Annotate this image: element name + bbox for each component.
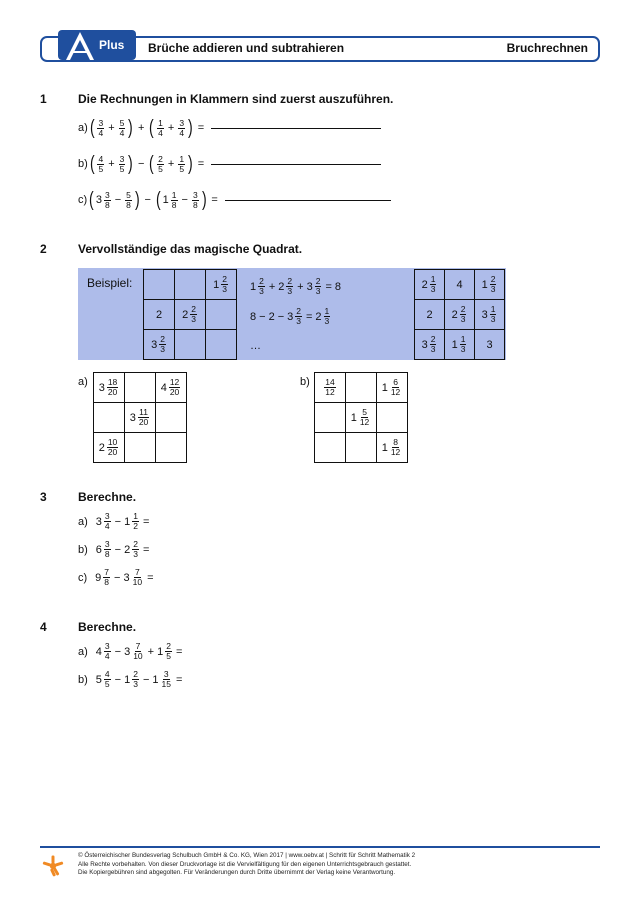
plus-logo-icon [58, 26, 136, 66]
task-2-title: Vervollständige das magische Quadrat. [78, 242, 303, 256]
example-square-complete: 2 1 3 4 1 2 3 2 2 2 3 3 1 3 3 2 3 1 1 3 3 [414, 269, 505, 360]
footer-line-3: Die Kopiergebühren sind abgegolten. Für Veränderungen durch Dritte übernimmt der Verlag keine Verantwortung. [78, 869, 396, 877]
task-4-title: Berechne. [78, 620, 137, 634]
task-3c: c) 9 7 8 − 3 7 10 = [78, 567, 154, 587]
example-label: Beispiel: [87, 276, 133, 290]
footer-line-1: © Österreichischer Bundesverlag Schulbuch GmbH & Co. KG, Wien 2017 | www.oebv.at | Schritt für Schritt Mathematik 2 [78, 852, 416, 859]
empty-cell[interactable] [125, 433, 156, 463]
answer-line[interactable] [225, 199, 391, 201]
worksheet-title: Brüche addieren und subtrahieren [148, 41, 345, 55]
empty-cell[interactable] [377, 403, 408, 433]
task-1b: b) ( 4 5 + $\frac{3}{5}$ ) − ( 2 5 + $\frac{1}{5}$ ) = [78, 154, 381, 174]
empty-cell[interactable] [156, 403, 187, 433]
example-calc-2: 8 − 2 − 3 2 3 = 2 1 3 [250, 306, 330, 326]
task-1a-label: a) [78, 122, 88, 134]
task-3a-label: a) [78, 515, 88, 528]
example-square-incomplete: 1 2 3 2 2 2 3 3 2 3 [143, 269, 237, 360]
task-3b-label: b) [78, 543, 88, 556]
empty-cell[interactable] [156, 433, 187, 463]
task-1a: a) ( 3 4 + $\frac{5}{4}$ ) + ( 1 4 + $\frac{3}{4}$ ) = [78, 118, 381, 138]
task-4a: a) 4 3 4 − 3 7 10 + 1 2 5 = [78, 641, 183, 661]
answer-line[interactable] [211, 163, 381, 165]
empty-cell[interactable] [346, 373, 377, 403]
footer-copyright [78, 852, 415, 878]
logo-badge-text: Plus [99, 38, 125, 52]
square-a-label: a) [78, 376, 88, 388]
magic-square-b: $\frac{14}{12}$ 1 6 12 1 5 12 1 8 12 [314, 372, 408, 463]
empty-cell[interactable] [315, 433, 346, 463]
task-3c-label: c) [78, 571, 88, 584]
task-1c: c) ( 3 3 8 − $\frac{5}{8}$ ) − ( 1 1 8 − $\frac{3}{8}$ ) = [78, 190, 391, 210]
example-ellipsis: … [250, 340, 261, 352]
task-3b: b) 6 3 8 − 2 2 3 = [78, 539, 150, 559]
publisher-star-icon [42, 855, 64, 877]
task-1-number: 1 [40, 92, 47, 106]
square-b-label: b) [300, 376, 310, 388]
answer-line[interactable] [211, 127, 381, 129]
empty-cell[interactable] [125, 373, 156, 403]
footer-line-2: Alle Rechte vorbehalten. Von dieser Druckvorlage ist die Vervielfältigung für den eigenen Unterrichtsgebrauch gestattet. [78, 860, 412, 868]
footer-divider [40, 846, 600, 848]
empty-cell[interactable] [346, 433, 377, 463]
task-4a-label: a) [78, 645, 88, 658]
task-1b-label: b) [78, 158, 88, 170]
example-calc-1: 1 2 3 + 2 2 3 + 3 2 3 = 8 [250, 276, 342, 296]
magic-square-a: 3 18 20 4 12 20 3 11 20 2 10 20 [93, 372, 187, 463]
task-1-title: Die Rechnungen in Klammern sind zuerst auszuführen. [78, 92, 394, 106]
worksheet-category: Bruchrechnen [506, 41, 588, 55]
task-4b-label: b) [78, 673, 88, 686]
empty-cell[interactable] [94, 403, 125, 433]
task-4b: b) 5 4 5 − 1 2 3 − 1 3 15 = [78, 669, 183, 689]
task-3-number: 3 [40, 490, 47, 504]
task-4-number: 4 [40, 620, 47, 634]
task-2-number: 2 [40, 242, 47, 256]
empty-cell[interactable] [315, 403, 346, 433]
task-3-title: Berechne. [78, 490, 137, 504]
task-1c-label: c) [78, 194, 88, 206]
task-3a: a) 3 3 4 − 1 1 2 = [78, 511, 150, 531]
